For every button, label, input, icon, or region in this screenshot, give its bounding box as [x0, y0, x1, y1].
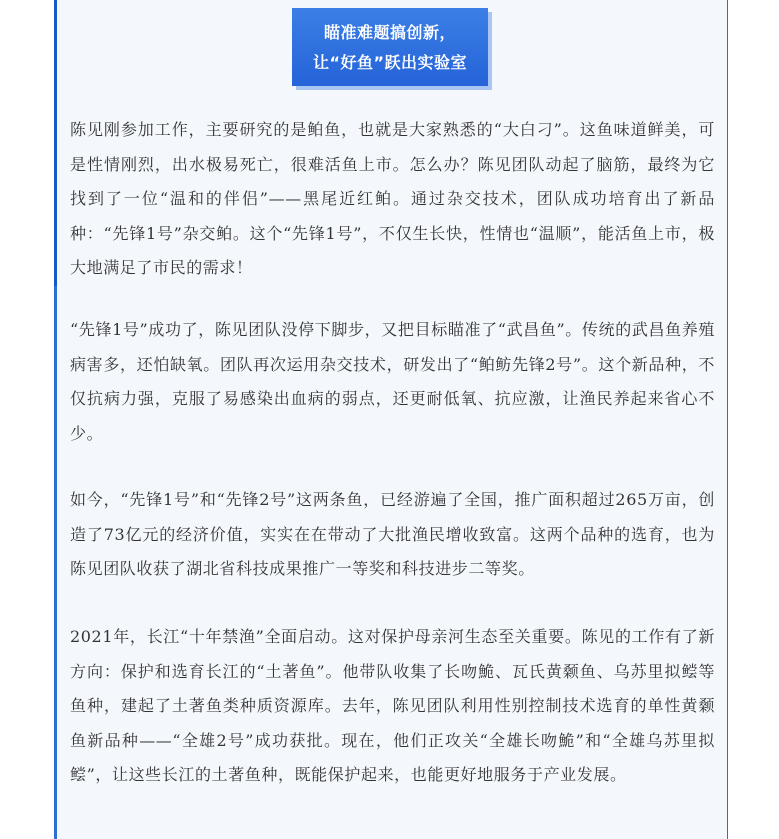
section-title-line-1: 瞄准难题搞创新， [323, 23, 456, 42]
paragraph-4: 2021年，长江“十年禁渔”全面启动。这对保护母亲河生态至关重要。陈见的工作有了新方向：保护和选育长江的“土著鱼”。他带队收集了长吻鮠、瓦氏黄颡鱼、乌苏里拟鲿等鱼种，建起了土著鱼类种质资源库。去年，陈见团队利用性别控制技术选育的单性黄颡鱼新品种——“全雄2号”成功获批。现在，他们正攻关“全雄长吻鮠”和“全雄乌苏里拟鲿”，让这些长江的土著鱼种，既能保护起来，也能更好地服务于产业发展。 [70, 627, 715, 784]
section-title-line-2: 让“好鱼”跃出实验室 [312, 53, 468, 72]
left-accent-bar [54, 0, 57, 286]
paragraph-3: 如今，“先锋1号”和“先锋2号”这两条鱼，已经游遍了全国，推广面积超过265万亩，创造了73亿元的经济价值，实实在在带动了大批渔民增收致富。这两个品种的选育，也为陈见团队收获了湖北省科技成果推广一等奖和科技进步二等奖。 [70, 490, 715, 578]
section-title [292, 8, 488, 86]
paragraph-2: “先锋1号”成功了，陈见团队没停下脚步，又把目标瞄准了“武昌鱼”。传统的武昌鱼养殖病害多，还怕缺氧。团队再次运用杂交技术，研发出了“鲌鲂先锋2号”。这个新品种，不仅抗病力强，克服了易感染出血病的弱点，还更耐低氧、抗应激，让渔民养起来省心不少。 [70, 320, 715, 443]
paragraph-1: 陈见刚参加工作，主要研究的是鲌鱼，也就是大家熟悉的“大白刁”。这鱼味道鲜美，可是性情刚烈，出水极易死亡，很难活鱼上市。怎么办？陈见团队动起了脑筋，最终为它找到了一位“温和的伴侣”——黑尾近红鲌。通过杂交技术，团队成功培育出了新品种：“先锋1号”杂交鲌。这个“先锋1号”，不仅生长快，性情也“温顺”，能活鱼上市，极大地满足了市民的需求！ [70, 120, 715, 277]
